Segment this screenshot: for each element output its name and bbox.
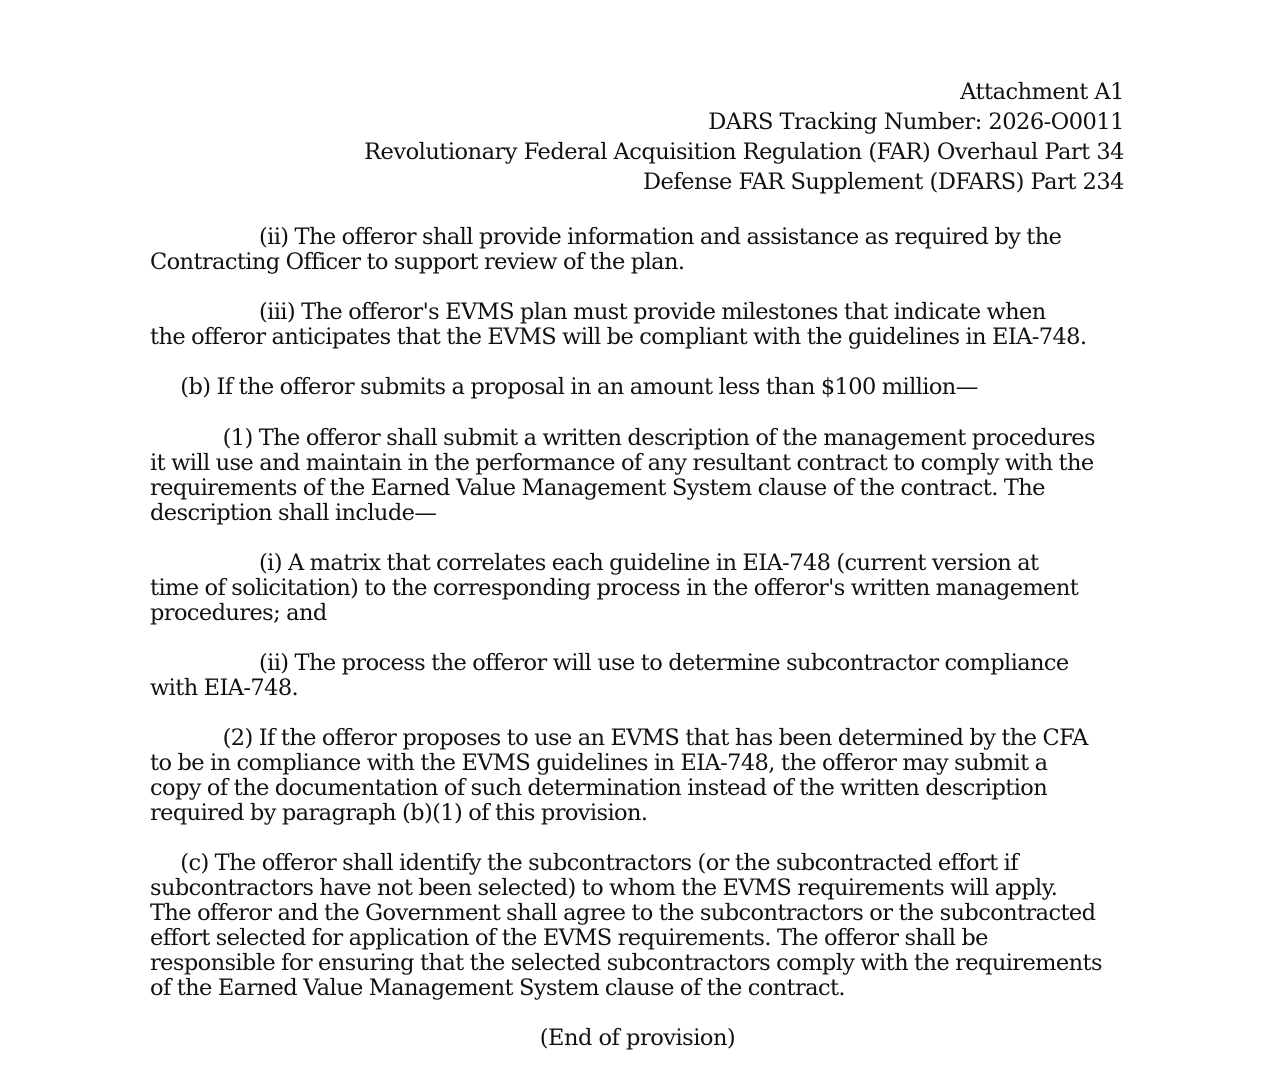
tracking-number: DARS Tracking Number: 2026-O0011 [708, 109, 1124, 135]
paragraph-b-1-i: (i) A matrix that correlates each guideline in EIA-748 (current version at time of solicitation) to the corresponding process in the offeror's written management procedures; and [150, 550, 1079, 626]
paragraph-b-1-ii: (ii) The process the offeror will use to determine subcontractor compliance with EIA-748. [150, 650, 1069, 701]
dfars-part-title: Defense FAR Supplement (DFARS) Part 234 [642, 169, 1124, 195]
paragraph-b: (b) If the offeror submits a proposal in an amount less than $100 million— [150, 374, 978, 400]
paragraph-a-iii: (iii) The offeror's EVMS plan must provide milestones that indicate when the offeror anticipates that the EVMS will be compliant with the guidelines in EIA-748. [150, 299, 1087, 350]
far-part-title: Revolutionary Federal Acquisition Regulation (FAR) Overhaul Part 34 [364, 139, 1124, 165]
paragraph-b-1: (1) The offeror shall submit a written description of the management procedures it will use and maintain in the performance of any resultant contract to comply with the requirements of the Earned Value Management System clause of the contract. The description shall include— [150, 425, 1095, 526]
attachment-label: Attachment A1 [960, 79, 1124, 105]
paragraph-b-2: (2) If the offeror proposes to use an EVMS that has been determined by the CFA to be in compliance with the EVMS guidelines in EIA-748, the offeror may submit a copy of the documentation of such determination instead of the written description required by paragraph (b)(1) of this provision. [150, 725, 1088, 826]
paragraph-a-ii: (ii) The offeror shall provide information and assistance as required by the Contracting Officer to support review of the plan. [150, 224, 1062, 275]
paragraph-c: (c) The offeror shall identify the subcontractors (or the subcontracted effort if subcontractors have not been selected) to whom the EVMS requirements will apply. The offeror and the Government shall agree to the subcontractors or the subcontracted effort selected for application of the EVMS requirements. The offeror shall be responsible for ensuring that the selected subcontractors comply with the requirements of the Earned Value Management System clause of the contract. [150, 850, 1102, 1001]
document-header [364, 77, 1124, 197]
end-of-provision: (End of provision) [539, 1025, 736, 1051]
